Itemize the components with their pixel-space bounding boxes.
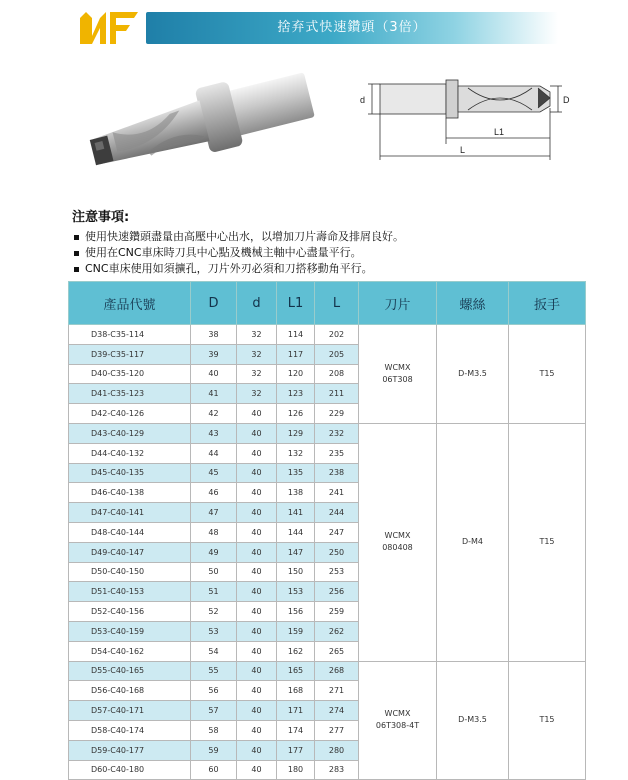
insert-line: 080408 bbox=[382, 543, 413, 553]
cell-value: 40 bbox=[237, 681, 277, 701]
cell-value: 241 bbox=[315, 483, 359, 503]
cell-value: 117 bbox=[277, 344, 315, 364]
cell-value: 120 bbox=[277, 364, 315, 384]
cell-model: D51-C40-153 bbox=[69, 582, 191, 602]
cell-value: 259 bbox=[315, 602, 359, 622]
cell-value: 56 bbox=[191, 681, 237, 701]
cell-model: D44-C40-132 bbox=[69, 443, 191, 463]
cell-value: 40 bbox=[237, 641, 277, 661]
note-item bbox=[72, 261, 612, 277]
cell-value: 250 bbox=[315, 542, 359, 562]
label-D: D bbox=[563, 95, 570, 105]
cell-model: D40-C35-120 bbox=[69, 364, 191, 384]
cell-value: 60 bbox=[191, 760, 237, 780]
note-item bbox=[72, 245, 612, 261]
cell-value: 40 bbox=[237, 404, 277, 424]
cell-value: 174 bbox=[277, 720, 315, 740]
cell-value: 47 bbox=[191, 503, 237, 523]
cell-value: 44 bbox=[191, 443, 237, 463]
cell-value: 57 bbox=[191, 701, 237, 721]
cell-value: 180 bbox=[277, 760, 315, 780]
header-screw: 螺絲 bbox=[437, 282, 509, 325]
cell-model: D53-C40-159 bbox=[69, 621, 191, 641]
table-row bbox=[69, 423, 586, 443]
header-model: 產品代號 bbox=[69, 282, 191, 325]
cell-value: 159 bbox=[277, 621, 315, 641]
cell-value: 49 bbox=[191, 542, 237, 562]
cell-value: 40 bbox=[237, 503, 277, 523]
cell-model: D48-C40-144 bbox=[69, 522, 191, 542]
cell-screw bbox=[437, 423, 509, 661]
cell-value: 52 bbox=[191, 602, 237, 622]
spec-table bbox=[68, 281, 586, 780]
cell-value: 232 bbox=[315, 423, 359, 443]
cell-model: D43-C40-129 bbox=[69, 423, 191, 443]
header-wrench: 扳手 bbox=[509, 282, 586, 325]
notes-section bbox=[72, 206, 612, 277]
cell-value: 274 bbox=[315, 701, 359, 721]
cell-value: 156 bbox=[277, 602, 315, 622]
bullet-icon bbox=[74, 235, 79, 240]
table-row bbox=[69, 661, 586, 681]
table-body bbox=[69, 325, 586, 780]
cell-model: D41-C35-123 bbox=[69, 384, 191, 404]
cell-model: D56-C40-168 bbox=[69, 681, 191, 701]
cell-value: 123 bbox=[277, 384, 315, 404]
label-d: d bbox=[360, 95, 366, 105]
cell-value: 238 bbox=[315, 463, 359, 483]
cell-value: 32 bbox=[237, 325, 277, 345]
note-item bbox=[72, 229, 612, 245]
wrench-line: T15 bbox=[539, 537, 555, 547]
cell-value: 208 bbox=[315, 364, 359, 384]
cell-value: 40 bbox=[237, 423, 277, 443]
cell-value: 46 bbox=[191, 483, 237, 503]
cell-value: 40 bbox=[237, 602, 277, 622]
cell-value: 54 bbox=[191, 641, 237, 661]
drill-photo bbox=[84, 72, 324, 182]
insert-line: WCMX bbox=[384, 362, 411, 372]
cell-insert bbox=[359, 423, 437, 661]
label-L1: L1 bbox=[494, 127, 505, 137]
cell-value: 141 bbox=[277, 503, 315, 523]
cell-value: 40 bbox=[237, 463, 277, 483]
wrench-line: T15 bbox=[539, 368, 555, 378]
bullet-icon bbox=[74, 267, 79, 272]
cell-insert bbox=[359, 325, 437, 424]
cell-value: 177 bbox=[277, 740, 315, 760]
cell-value: 129 bbox=[277, 423, 315, 443]
bullet-icon bbox=[74, 251, 79, 256]
header-insert: 刀片 bbox=[359, 282, 437, 325]
cell-value: 283 bbox=[315, 760, 359, 780]
cell-model: D57-C40-171 bbox=[69, 701, 191, 721]
insert-line: WCMX bbox=[384, 531, 411, 541]
cell-value: 126 bbox=[277, 404, 315, 424]
cell-value: 40 bbox=[237, 542, 277, 562]
cell-value: 40 bbox=[237, 621, 277, 641]
cell-value: 256 bbox=[315, 582, 359, 602]
cell-model: D59-C40-177 bbox=[69, 740, 191, 760]
cell-model: D45-C40-135 bbox=[69, 463, 191, 483]
cell-model: D55-C40-165 bbox=[69, 661, 191, 681]
cell-model: D58-C40-174 bbox=[69, 720, 191, 740]
cell-value: 271 bbox=[315, 681, 359, 701]
title-banner bbox=[146, 12, 558, 44]
cell-value: 38 bbox=[191, 325, 237, 345]
cell-value: 265 bbox=[315, 641, 359, 661]
brand-logo bbox=[78, 8, 140, 46]
cell-value: 150 bbox=[277, 562, 315, 582]
cell-value: 138 bbox=[277, 483, 315, 503]
table-row bbox=[69, 325, 586, 345]
label-L: L bbox=[460, 145, 466, 155]
cell-model: D52-C40-156 bbox=[69, 602, 191, 622]
cell-value: 42 bbox=[191, 404, 237, 424]
cell-value: 39 bbox=[191, 344, 237, 364]
cell-model: D50-C40-150 bbox=[69, 562, 191, 582]
cell-value: 235 bbox=[315, 443, 359, 463]
cell-model: D54-C40-162 bbox=[69, 641, 191, 661]
cell-value: 171 bbox=[277, 701, 315, 721]
cell-model: D47-C40-141 bbox=[69, 503, 191, 523]
insert-line: 06T308-4T bbox=[375, 721, 420, 731]
note-text: 使用快速鑽頭盡量由高壓中心出水，以增加刀片壽命及排屑良好。 bbox=[85, 230, 404, 243]
wrench-line: T15 bbox=[539, 715, 555, 725]
screw-line: D-M4 bbox=[461, 537, 484, 547]
cell-value: 162 bbox=[277, 641, 315, 661]
cell-value: 268 bbox=[315, 661, 359, 681]
cell-value: 202 bbox=[315, 325, 359, 345]
cell-value: 40 bbox=[237, 562, 277, 582]
cell-value: 244 bbox=[315, 503, 359, 523]
cell-value: 32 bbox=[237, 364, 277, 384]
cell-wrench bbox=[509, 423, 586, 661]
cell-value: 211 bbox=[315, 384, 359, 404]
cell-screw bbox=[437, 661, 509, 780]
cell-value: 40 bbox=[237, 661, 277, 681]
screw-line: D-M3.5 bbox=[458, 715, 487, 725]
cell-model: D60-C40-180 bbox=[69, 760, 191, 780]
note-text: CNC車床使用如須擴孔，刀片外刃必須和刀搭移動角平行。 bbox=[85, 262, 373, 275]
header-D: D bbox=[191, 282, 237, 325]
cell-value: 253 bbox=[315, 562, 359, 582]
cell-value: 48 bbox=[191, 522, 237, 542]
screw-line: D-M3.5 bbox=[458, 368, 487, 378]
cell-value: 50 bbox=[191, 562, 237, 582]
cell-value: 205 bbox=[315, 344, 359, 364]
cell-model: D38-C35-114 bbox=[69, 325, 191, 345]
cell-value: 32 bbox=[237, 344, 277, 364]
header-L: L bbox=[315, 282, 359, 325]
notes-title: 注意事項: bbox=[72, 210, 130, 225]
header-L1: L1 bbox=[277, 282, 315, 325]
cell-value: 147 bbox=[277, 542, 315, 562]
cell-value: 132 bbox=[277, 443, 315, 463]
cell-value: 45 bbox=[191, 463, 237, 483]
cell-value: 114 bbox=[277, 325, 315, 345]
cell-value: 41 bbox=[191, 384, 237, 404]
cell-value: 144 bbox=[277, 522, 315, 542]
cell-value: 59 bbox=[191, 740, 237, 760]
cell-value: 40 bbox=[237, 760, 277, 780]
cell-model: D49-C40-147 bbox=[69, 542, 191, 562]
cell-value: 277 bbox=[315, 720, 359, 740]
cell-wrench bbox=[509, 661, 586, 780]
cell-value: 58 bbox=[191, 720, 237, 740]
cell-value: 40 bbox=[237, 582, 277, 602]
insert-line: 06T308 bbox=[382, 374, 413, 384]
drill-diagram bbox=[350, 78, 580, 168]
table-header-row bbox=[69, 282, 586, 325]
cell-value: 40 bbox=[237, 740, 277, 760]
cell-value: 262 bbox=[315, 621, 359, 641]
cell-value: 280 bbox=[315, 740, 359, 760]
cell-value: 229 bbox=[315, 404, 359, 424]
cell-wrench bbox=[509, 325, 586, 424]
cell-value: 40 bbox=[237, 443, 277, 463]
note-text: 使用在CNC車床時刀具中心點及機械主軸中心盡量平行。 bbox=[85, 246, 362, 259]
insert-line: WCMX bbox=[384, 709, 411, 719]
cell-value: 40 bbox=[191, 364, 237, 384]
cell-value: 165 bbox=[277, 661, 315, 681]
header-d: d bbox=[237, 282, 277, 325]
cell-model: D39-C35-117 bbox=[69, 344, 191, 364]
cell-value: 43 bbox=[191, 423, 237, 443]
cell-model: D46-C40-138 bbox=[69, 483, 191, 503]
cell-screw bbox=[437, 325, 509, 424]
page-title: 捨弃式快速鑽頭（3倍） bbox=[277, 20, 427, 35]
cell-value: 40 bbox=[237, 522, 277, 542]
cell-value: 51 bbox=[191, 582, 237, 602]
cell-value: 40 bbox=[237, 483, 277, 503]
cell-value: 40 bbox=[237, 701, 277, 721]
cell-value: 55 bbox=[191, 661, 237, 681]
cell-model: D42-C40-126 bbox=[69, 404, 191, 424]
cell-value: 247 bbox=[315, 522, 359, 542]
cell-value: 153 bbox=[277, 582, 315, 602]
cell-value: 32 bbox=[237, 384, 277, 404]
cell-value: 40 bbox=[237, 720, 277, 740]
cell-value: 168 bbox=[277, 681, 315, 701]
cell-value: 135 bbox=[277, 463, 315, 483]
cell-value: 53 bbox=[191, 621, 237, 641]
cell-insert bbox=[359, 661, 437, 780]
